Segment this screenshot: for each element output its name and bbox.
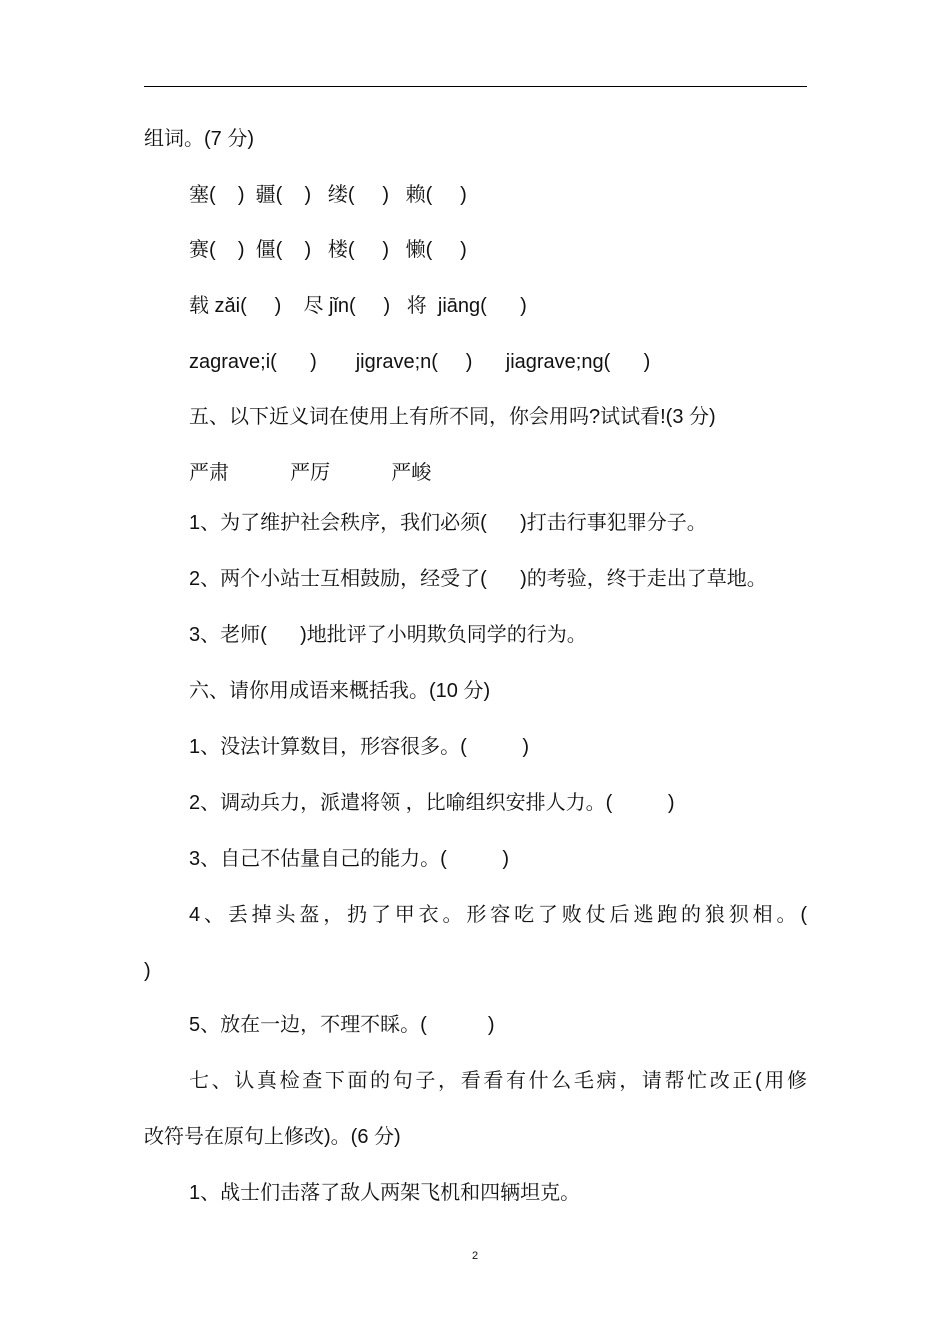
page-number: 2	[471, 1250, 479, 1262]
header-rule	[144, 86, 807, 87]
question-6-2: 2、调动兵力，派遣将领 ，比喻组织安排人力。( )	[189, 792, 675, 814]
question-5-2: 2、两个小站士互相鼓励，经受了( )的考验，终于走出了草地。	[189, 568, 767, 590]
section-7-heading-continued: 改符号在原句上修改)。(6 分)	[144, 1126, 401, 1148]
question-6-5: 5、放在一边，不理不睬。( )	[189, 1014, 495, 1036]
question-6-3: 3、自己不估量自己的能力。( )	[189, 848, 510, 870]
question-6-4: 4、丢掉头盔，扔了甲衣。形容吃了败仗后逃跑的狼狈相。(	[189, 904, 807, 926]
question-6-4-continued: )	[144, 960, 151, 982]
pinyin-row-2: zagrave;i( ) jigrave;n( ) jiagrave;ng( )	[189, 351, 651, 373]
word-row-2: 赛( ) 僵( ) 楼( ) 懒( )	[189, 239, 467, 261]
synonym-options: 严肃 严厉 严峻	[189, 462, 432, 484]
question-7-1: 1、战士们击落了敌人两架飞机和四辆坦克。	[189, 1182, 581, 1204]
question-5-3: 3、老师( )地批评了小明欺负同学的行为。	[189, 624, 587, 646]
section-6-heading: 六、请你用成语来概括我。(10 分)	[189, 680, 491, 702]
section-5-heading: 五、以下近义词在使用上有所不同，你会用吗?试试看!(3 分)	[189, 406, 716, 428]
question-5-1: 1、为了维护社会秩序，我们必须( )打击行事犯罪分子。	[189, 512, 707, 534]
pinyin-row-1: 载 zǎi( ) 尽 jǐn( ) 将 jiāng( )	[189, 295, 527, 317]
section-7-heading: 七、认真检查下面的句子，看看有什么毛病，请帮忙改正(用修	[189, 1070, 807, 1092]
word-row-1: 塞( ) 疆( ) 缕( ) 赖( )	[189, 184, 467, 206]
question-6-1: 1、没法计算数目，形容很多。( )	[189, 736, 530, 758]
section-4-tail: 组词。(7 分)	[144, 128, 254, 150]
